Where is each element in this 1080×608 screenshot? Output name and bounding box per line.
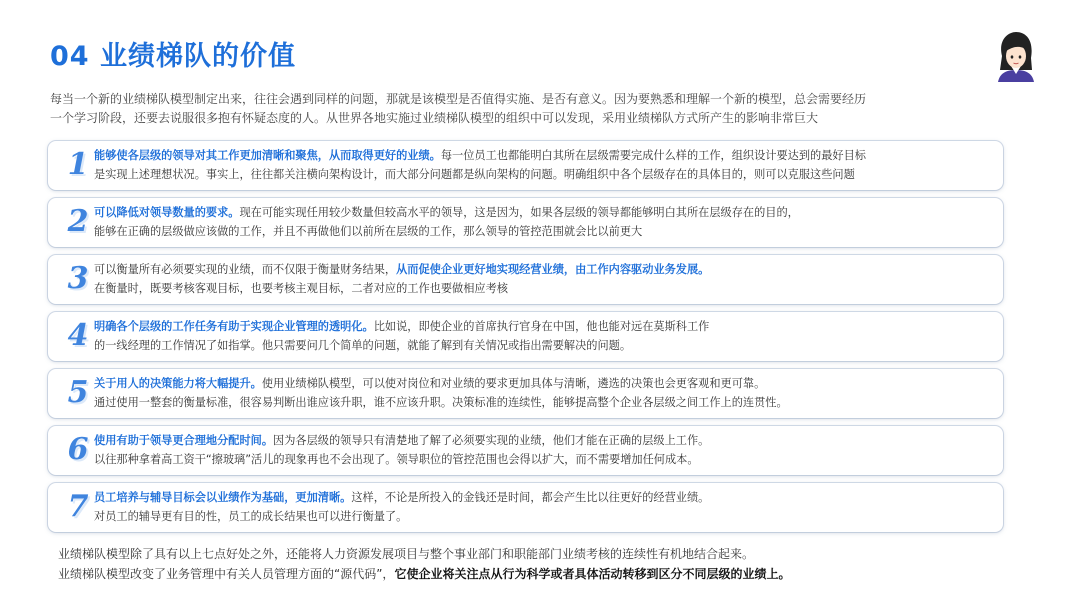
text-normal: 可以衡量所有必须要实现的业绩，而不仅限于衡量财务结果，	[94, 263, 397, 276]
card-text	[94, 203, 993, 241]
benefit-card-2	[48, 198, 1003, 247]
intro-line: 一个学习阶段，还要去说服很多抱有怀疑态度的人。从世界各地实施过业绩梯队模型的组织中可以发现，采用业绩梯队方式所产生的影响非常巨大	[50, 111, 819, 125]
summary-line: 业绩梯队模型除了具有以上七点好处之外，还能将人力资源发展项目与整个事业部门和职能部门业绩考核的连续性有机地结合起来。	[58, 547, 755, 561]
text-normal: 因为各层级的领导只有清楚地了解了必须要实现的业绩，他们才能在正确的层级上工作。	[273, 434, 710, 447]
text-line: 的一线经理的工作情况了如指掌。他只需要问几个简单的问题，就能了解到有关情况或指出需要解决的问题。	[94, 339, 632, 352]
text-highlight: 明确各个层级的工作任务有助于实现企业管理的透明化。	[94, 320, 374, 333]
text-highlight: 员工培养与辅导目标会以业绩作为基础，更加清晰。	[94, 491, 352, 504]
text-normal: 这样，不论是所投入的金钱还是时间，都会产生比以往更好的经营业绩。	[351, 491, 710, 504]
text-highlight: 关于用人的决策能力将大幅提升。	[94, 377, 262, 390]
card-text	[94, 488, 993, 526]
text-highlight: 可以降低对领导数量的要求。	[94, 206, 240, 219]
benefit-card-6	[48, 426, 1003, 475]
text-line: 是实现上述理想状况。事实上，往往都关注横向架构设计，而大部分问题都是纵向架构的问题。明确组织中各个层级存在的具体目的，则可以克服这些问题	[94, 168, 855, 181]
benefit-card-5	[48, 369, 1003, 418]
summary-paragraph	[58, 544, 1018, 584]
text-line: 在衡量时，既要考核客观目标，也要考核主观目标，二者对应的工作也要做相应考核	[94, 282, 508, 295]
card-text	[94, 260, 993, 298]
intro-paragraph	[50, 90, 1010, 128]
item-number: 5	[67, 375, 89, 410]
benefit-card-4	[48, 312, 1003, 361]
text-highlight: 从而促使企业更好地实现经营业绩，由工作内容驱动业务发展。	[396, 263, 710, 276]
summary-text: 业绩梯队模型改变了业务管理中有关人员管理方面的“源代码”，	[58, 567, 395, 581]
text-line: 能够在正确的层级做应该做的工作，并且不再做他们以前所在层级的工作，那么领导的管控范围就会比以前更大	[94, 225, 643, 238]
text-normal: 每一位员工也都能明白其所在层级需要完成什么样的工作，组织设计要达到的最好目标	[440, 149, 866, 162]
card-text	[94, 431, 993, 469]
summary-highlight: 它使企业将关注点从行为科学或者具体活动转移到区分不同层级的业绩上。	[394, 567, 791, 581]
text-highlight: 使用有助于领导更合理地分配时间。	[94, 434, 274, 447]
text-highlight: 能够使各层级的领导对其工作更加清晰和聚焦，从而取得更好的业绩。	[94, 149, 441, 162]
item-number: 2	[67, 204, 89, 239]
benefit-card-1	[48, 141, 1003, 190]
card-text	[94, 146, 993, 184]
item-number: 1	[67, 147, 89, 182]
text-normal: 现在可能实现任用较少数量但较高水平的领导，这是因为，如果各层级的领导都能够明白其所在层级存在的目的，	[239, 206, 799, 219]
text-line: 通过使用一整套的衡量标准，很容易判断出谁应该升职，谁不应该升职。决策标准的连续性，能够提高整个企业各层级之间工作上的连贯性。	[94, 396, 788, 409]
card-text	[94, 374, 993, 412]
benefit-card-7	[48, 483, 1003, 532]
item-number: 4	[67, 318, 89, 353]
benefit-card-3	[48, 255, 1003, 304]
item-number: 3	[67, 261, 89, 296]
item-number: 7	[67, 489, 89, 524]
page-title: 04 业绩梯队的价值	[50, 41, 296, 72]
text-normal: 比如说，即使企业的首席执行官身在中国，他也能对远在莫斯科工作	[373, 320, 710, 333]
text-line: 对员工的辅导更有目的性，员工的成长结果也可以进行衡量了。	[94, 510, 408, 523]
card-text	[94, 317, 993, 355]
avatar-icon	[994, 30, 1038, 82]
text-normal: 使用业绩梯队模型，可以使对岗位和对业绩的要求更加具体与清晰，遴选的决策也会更客观和更可靠。	[261, 377, 766, 390]
item-number: 6	[67, 432, 89, 467]
intro-line: 每当一个新的业绩梯队模型制定出来，往往会遇到同样的问题，那就是该模型是否值得实施、是否有意义。因为要熟悉和理解一个新的模型，总会需要经历	[50, 92, 867, 106]
text-line: 以往那种拿着高工资干“擦玻璃”活儿的现象再也不会出现了。领导职位的管控范围也会得以扩大，而不需要增加任何成本。	[94, 453, 699, 466]
